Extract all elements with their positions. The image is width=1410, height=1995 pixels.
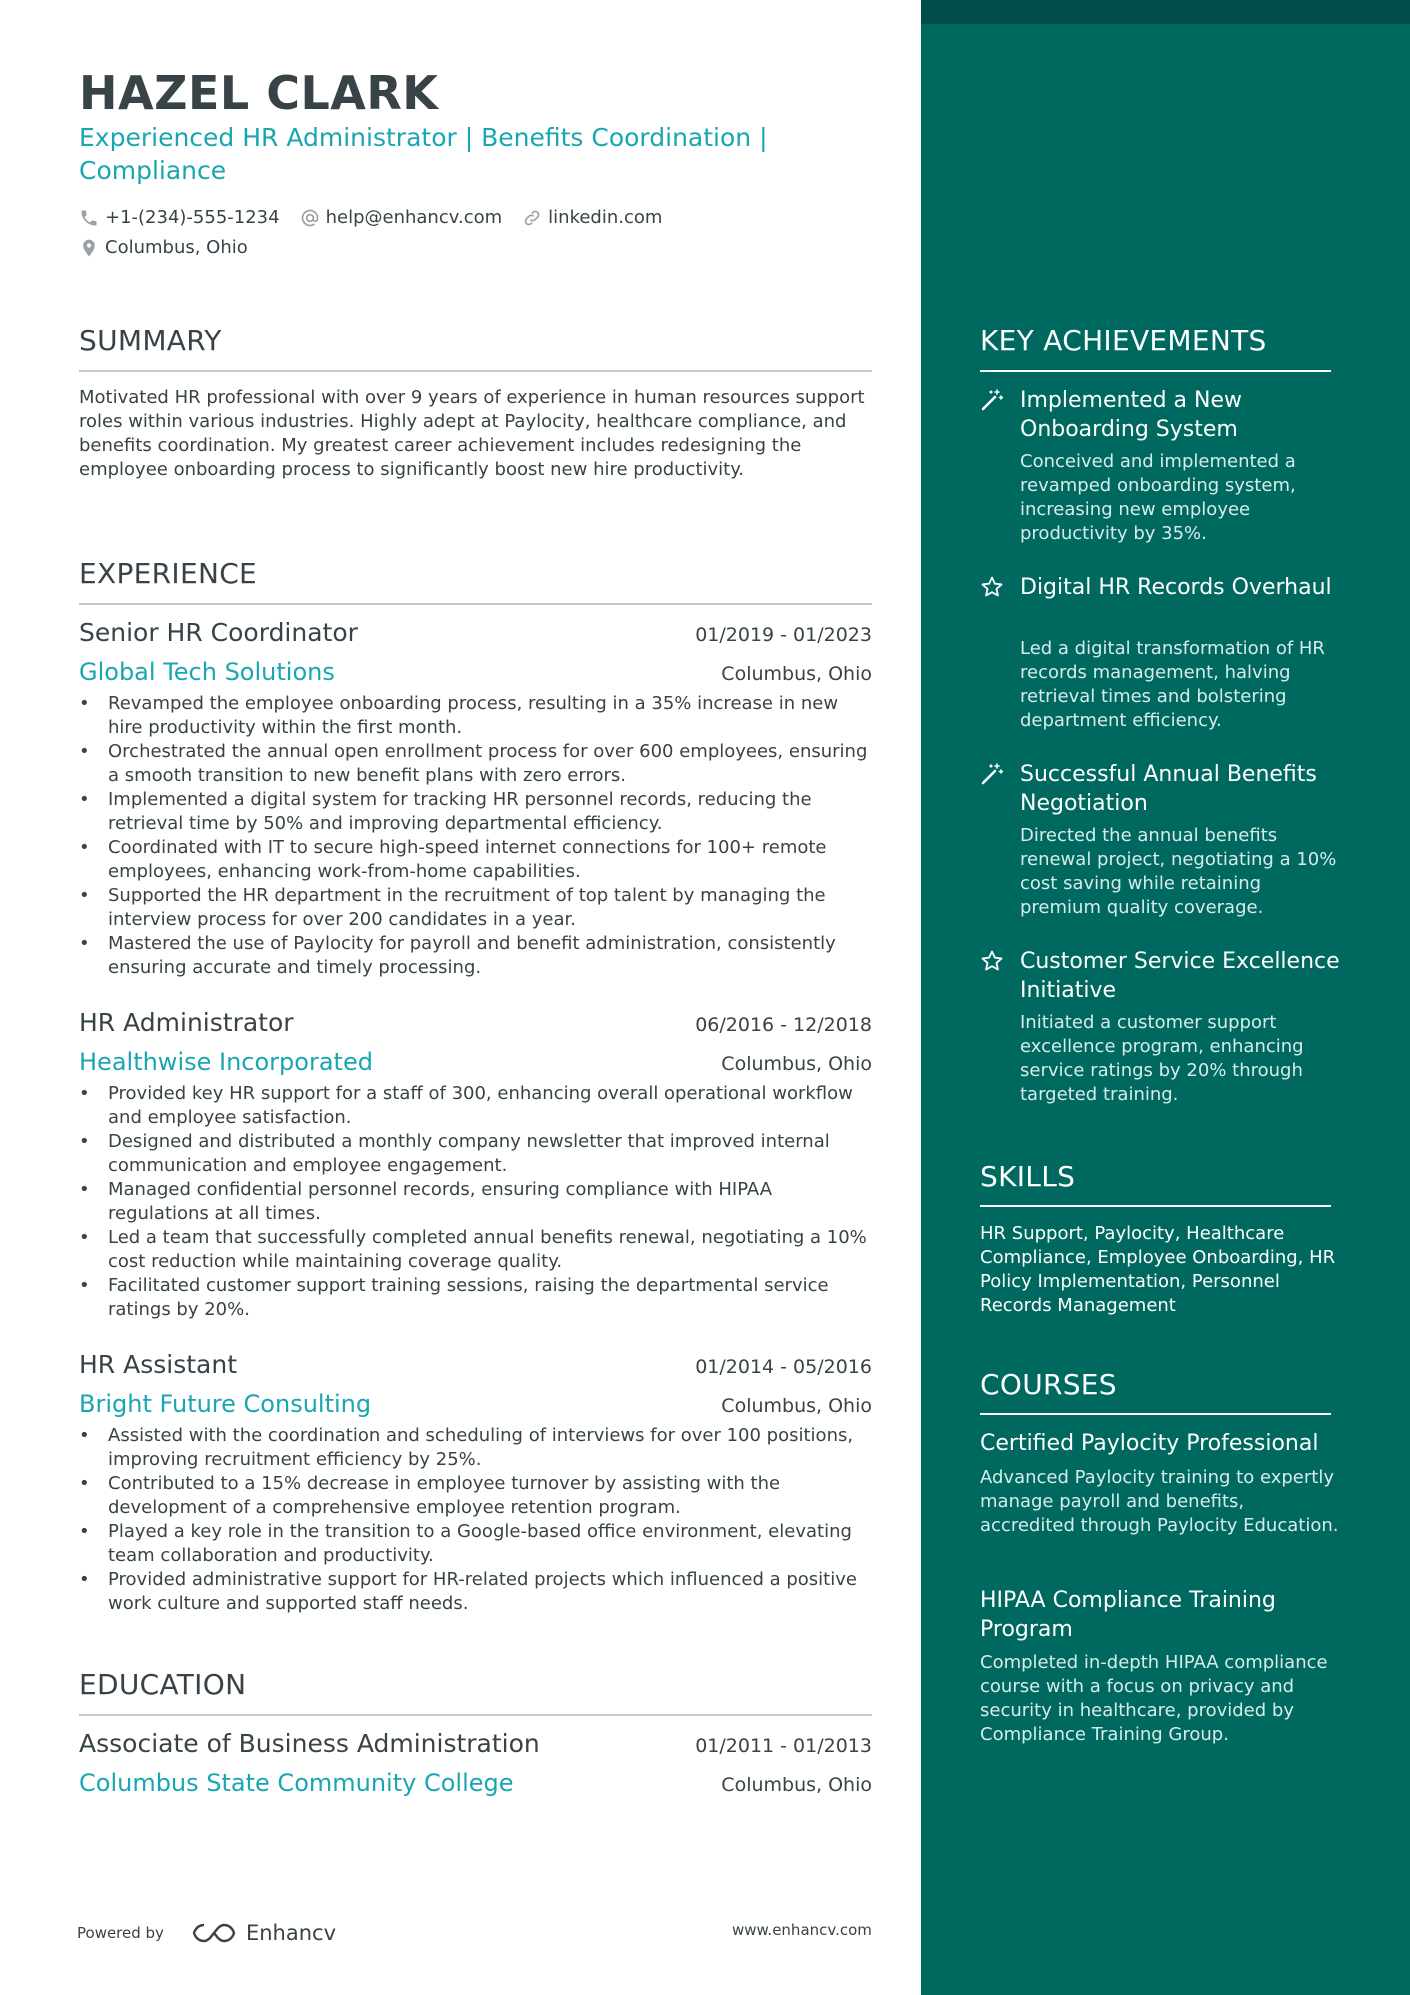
bullet-item: • Designed and distributed a monthly company newsletter that improved internal communication and employee engagement. <box>79 1130 872 1178</box>
job-dates: 06/2016 - 12/2018 <box>695 1014 872 1036</box>
achievement-title: Digital HR Records Overhaul <box>1020 575 1332 600</box>
job-location: Columbus, Ohio <box>721 1395 872 1417</box>
education-entry <box>79 1729 872 1797</box>
bullet-item: • Contributed to a 15% decrease in employee turnover by assisting with the development of a comprehensive employee retention program. <box>79 1472 872 1520</box>
job-entry <box>79 618 872 980</box>
enhancv-logo-icon <box>190 1920 238 1946</box>
bullet-item: • Implemented a digital system for tracking HR personnel records, reducing the retrieval time by 50% and improving departmental efficiency. <box>79 788 872 836</box>
summary-divider <box>79 370 872 372</box>
job-bullets <box>79 1424 872 1616</box>
powered-by <box>77 1920 336 1946</box>
bullet-item: • Facilitated customer support training sessions, raising the departmental service ratings by 20%. <box>79 1274 872 1322</box>
link-icon <box>522 208 542 228</box>
contact-location <box>79 237 248 258</box>
skills-heading: SKILLS <box>980 1160 1076 1193</box>
course-title: Certified Paylocity Professional <box>980 1431 1319 1456</box>
course-desc: Completed in-depth HIPAA compliance course with a focus on privacy and security in healthcare, provided by Compliance Training Group. <box>980 1652 1328 1745</box>
achievement-desc: Initiated a customer support excellence program, enhancing service ratings by 20% through targeted training. <box>1020 1012 1304 1105</box>
achievements-divider <box>980 370 1331 372</box>
education-dates: 01/2011 - 01/2013 <box>695 1735 872 1757</box>
job-bullets <box>79 1082 872 1322</box>
powered-by-label: Powered by <box>77 1924 164 1942</box>
bullet-item: • Supported the HR department in the recruitment of top talent by managing the interview process for over 200 candidates in a year. <box>79 884 872 932</box>
skills-text: HR Support, Paylocity, Healthcare Compliance, Employee Onboarding, HR Policy Implementation, Personnel Records Management <box>980 1223 1336 1316</box>
job-entry <box>79 1350 872 1616</box>
achievement-title: Customer Service Excellence Initiative <box>1020 949 1340 1003</box>
summary-heading: SUMMARY <box>79 324 222 357</box>
star-icon <box>980 575 1004 599</box>
job-title: Senior HR Coordinator <box>79 618 358 647</box>
job-location: Columbus, Ohio <box>721 663 872 685</box>
contact-row <box>79 207 682 228</box>
skills-divider <box>980 1205 1331 1207</box>
contact-phone <box>79 207 280 228</box>
job-dates: 01/2014 - 05/2016 <box>695 1356 872 1378</box>
job-bullets <box>79 692 872 980</box>
headline: Experienced HR Administrator | Benefits Coordination | Compliance <box>79 123 768 185</box>
job-location: Columbus, Ohio <box>721 1053 872 1075</box>
contact-email[interactable] <box>300 207 503 228</box>
experience-divider <box>79 603 872 605</box>
achievement-desc: Conceived and implemented a revamped onboarding system, increasing new employee productivity by 35%. <box>1020 451 1296 544</box>
sidebar-top-bar <box>921 0 1410 24</box>
phone-icon <box>79 208 99 228</box>
job-title: HR Administrator <box>79 1008 294 1037</box>
email-text: help@enhancv.com <box>325 207 503 228</box>
bullet-item: • Managed confidential personnel records, ensuring compliance with HIPAA regulations at all times. <box>79 1178 872 1226</box>
bullet-item: • Coordinated with IT to secure high-speed internet connections for 100+ remote employees, enhancing work-from-home capabilities. <box>79 836 872 884</box>
magic-wand-icon <box>980 762 1004 786</box>
summary-text: Motivated HR professional with over 9 years of experience in human resources support roles within various industries. Highly adept at Paylocity, healthcare compliance, and benefits coordination. My greatest career achievement includes redesigning the employee onboarding process to significantly boost new hire productivity. <box>79 387 865 480</box>
achievement-desc: Led a digital transformation of HR records management, halving retrieval times and bolstering department efficiency. <box>1020 638 1325 731</box>
education-location: Columbus, Ohio <box>721 1774 872 1796</box>
footer-website[interactable]: www.enhancv.com <box>732 1921 872 1939</box>
achievement-desc: Directed the annual benefits renewal project, negotiating a 10% cost saving while retaining premium quality coverage. <box>1020 825 1337 918</box>
contact-linkedin[interactable] <box>522 207 662 228</box>
bullet-item: • Revamped the employee onboarding process, resulting in a 35% increase in new hire productivity within the first month. <box>79 692 872 740</box>
phone-text: +1-(234)-555-1234 <box>105 207 280 228</box>
courses-divider <box>980 1413 1331 1415</box>
candidate-name: HAZEL CLARK <box>79 66 439 120</box>
degree-title: Associate of Business Administration <box>79 1729 540 1758</box>
contact-row-location <box>79 237 268 258</box>
bullet-item: • Played a key role in the transition to a Google-based office environment, elevating team collaboration and productivity. <box>79 1520 872 1568</box>
company-name: Bright Future Consulting <box>79 1390 372 1418</box>
experience-heading: EXPERIENCE <box>79 557 258 590</box>
courses-heading: COURSES <box>980 1368 1117 1401</box>
course-desc: Advanced Paylocity training to expertly manage payroll and benefits, accredited through Paylocity Education. <box>980 1467 1339 1536</box>
location-text: Columbus, Ohio <box>105 237 248 258</box>
education-divider <box>79 1714 872 1716</box>
company-name: Global Tech Solutions <box>79 658 335 686</box>
education-heading: EDUCATION <box>79 1668 247 1701</box>
brand-name: Enhancv <box>245 1921 336 1945</box>
bullet-item: • Led a team that successfully completed annual benefits renewal, negotiating a 10% cost reduction while maintaining coverage quality. <box>79 1226 872 1274</box>
linkedin-text: linkedin.com <box>548 207 663 228</box>
achievements-heading: KEY ACHIEVEMENTS <box>980 324 1267 357</box>
job-title: HR Assistant <box>79 1350 238 1379</box>
location-pin-icon <box>79 238 99 258</box>
school-name: Columbus State Community College <box>79 1769 514 1797</box>
job-dates: 01/2019 - 01/2023 <box>695 624 872 646</box>
bullet-item: • Orchestrated the annual open enrollment process for over 600 employees, ensuring a smooth transition to new benefit plans with zero errors. <box>79 740 872 788</box>
at-icon <box>300 208 320 228</box>
star-icon <box>980 949 1004 973</box>
magic-wand-icon <box>980 388 1004 412</box>
bullet-item: • Provided administrative support for HR-related projects which influenced a positive work culture and supported staff needs. <box>79 1568 872 1616</box>
achievement-title: Successful Annual Benefits Negotiation <box>1020 762 1317 816</box>
achievement-title: Implemented a New Onboarding System <box>1020 388 1243 442</box>
bullet-item: • Provided key HR support for a staff of 300, enhancing overall operational workflow and employee satisfaction. <box>79 1082 872 1130</box>
job-entry <box>79 1008 872 1322</box>
course-title: HIPAA Compliance Training Program <box>980 1588 1276 1642</box>
bullet-item: • Assisted with the coordination and scheduling of interviews for over 100 positions, improving recruitment efficiency by 25%. <box>79 1424 872 1472</box>
bullet-item: • Mastered the use of Paylocity for payroll and benefit administration, consistently ensuring accurate and timely processing. <box>79 932 872 980</box>
company-name: Healthwise Incorporated <box>79 1048 373 1076</box>
